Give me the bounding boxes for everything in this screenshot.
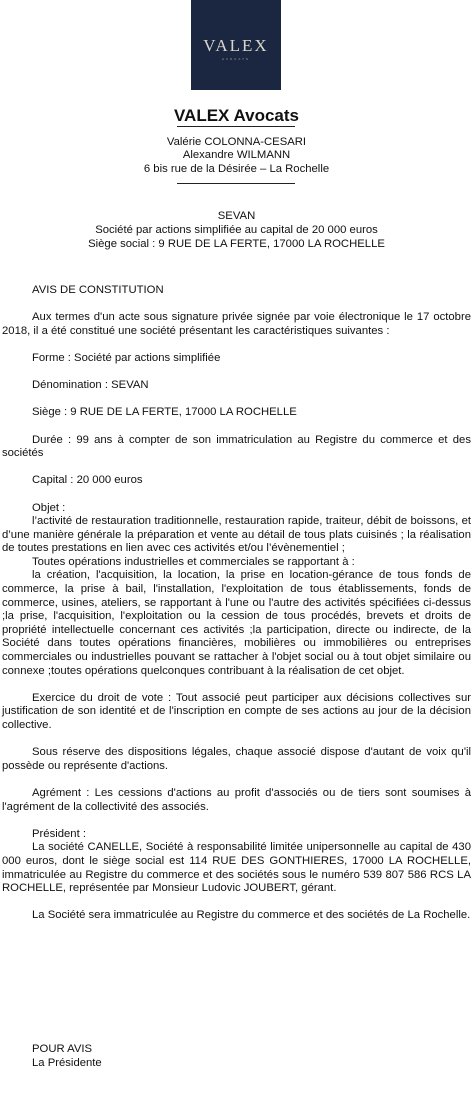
notice-denomination: Dénomination : SEVAN: [32, 379, 149, 392]
notice-capital: Capital : 20 000 euros: [32, 474, 143, 487]
firm-address: 6 bis rue de la Désirée – La Rochelle: [143, 163, 330, 175]
company-name: SEVAN: [217, 210, 256, 222]
company-form: Société par actions simplifiée au capital de 20 000 euros: [95, 224, 378, 236]
notice-heading: AVIS DE CONSTITUTION: [32, 284, 164, 296]
signature-pour-avis: POUR AVIS: [32, 1043, 93, 1055]
notice-agrement: Agrément : Les cessions d'actions au profit d'associés ou de tiers sont soumises à l'agrément de la collectivité des associés.: [2, 786, 471, 813]
notice-intro: Aux termes d'un acte sous signature privée signée par voie électronique le 17 octobre 2018, il a été constitué une société présentant les caractéristiques suivantes :: [2, 311, 471, 337]
notice-vote: Exercice du droit de vote : Tout associé peut participer aux décisions collectives sur justification de son identité et de l'inscription en compte de ses actions au jour de la décision collective.: [2, 691, 471, 731]
notice-body: [2, 284, 471, 937]
notice-objet-3: la création, l'acquisition, la location, la prise en location-gérance de tous fonds de commerce, la prise à bail, l'installation, l'exploitation de tous établissements, fonds de commerce, usines, ateliers, se rapportant à l'une ou l'autre des activités spécifiées ci-dessus ;la prise, l'acquisition, l'exploitation ou la cession de tous procédés, brevets et droits de propriété intellectuelle concernant ces activités ;la participation, directe ou indirecte, de la Société dans toutes opérations financières, mobilières ou immobilières ou entreprises commerciales ou industrielles pouvant se rattacher à l'objet social ou à tout objet similaire ou connexe ;toutes opérations quelconques contribuant à la réalisation de cet objet.: [2, 569, 471, 677]
firm-name: VALEX Avocats: [173, 106, 300, 125]
company-seat: Siège social : 9 RUE DE LA FERTE, 17000 LA ROCHELLE: [88, 238, 385, 250]
notice-objet-1: l’activité de restauration traditionnelle, restauration rapide, traiteur, débit de boissons, et d’une manière générale la préparation et vente au détail de tous plats cuisinés ; la réalisation de toutes prestations en lien avec ces activités et/ou l’évènementiel ;: [2, 515, 471, 555]
header-top-rule: [177, 126, 295, 127]
notice-president: La société CANELLE, Société à responsabilité limitée unipersonnelle au capital de 430 000 euros, dont le siège social est 114 RUE DES GONTHIERES, 17000 LA ROCHELLE, immatriculée au Registre du commerce et des sociétés sous le numéro 539 807 586 RCS LA ROCHELLE, représentée par Monsieur Ludovic JOUBERT, gérant.: [2, 841, 471, 895]
notice-objet-title: Objet :: [32, 501, 66, 514]
firm-lawyer-1: Valérie COLONNA-CESARI: [166, 136, 307, 148]
notice-siege: Siège : 9 RUE DE LA FERTE, 17000 LA ROCHELLE: [32, 406, 297, 419]
signature-block: [32, 1043, 102, 1070]
notice-president-title: Président :: [32, 827, 87, 840]
notice-objet-2: Toutes opérations industrielles et commerciales se rapportant à :: [32, 555, 355, 568]
notice-forme: Forme : Société par actions simplifiée: [32, 351, 221, 364]
logo-text: VALEX: [203, 35, 269, 55]
header-bottom-rule: [177, 183, 295, 184]
signature-role: La Présidente: [32, 1056, 102, 1069]
firm-lawyer-2: Alexandre WILMANN: [182, 149, 291, 161]
valex-logo: [191, 0, 281, 90]
logo-subtext: AVOCATS: [222, 56, 250, 61]
notice-duree: Durée : 99 ans à compter de son immatriculation au Registre du commerce et des sociétés: [2, 433, 471, 460]
notice-reserve: Sous réserve des dispositions légales, chaque associé dispose d'autant de voix qu'il possède ou représente d'actions.: [2, 746, 471, 772]
notice-immatriculation: La Société sera immatriculée au Registre du commerce et des sociétés de La Rochelle.: [32, 909, 471, 922]
